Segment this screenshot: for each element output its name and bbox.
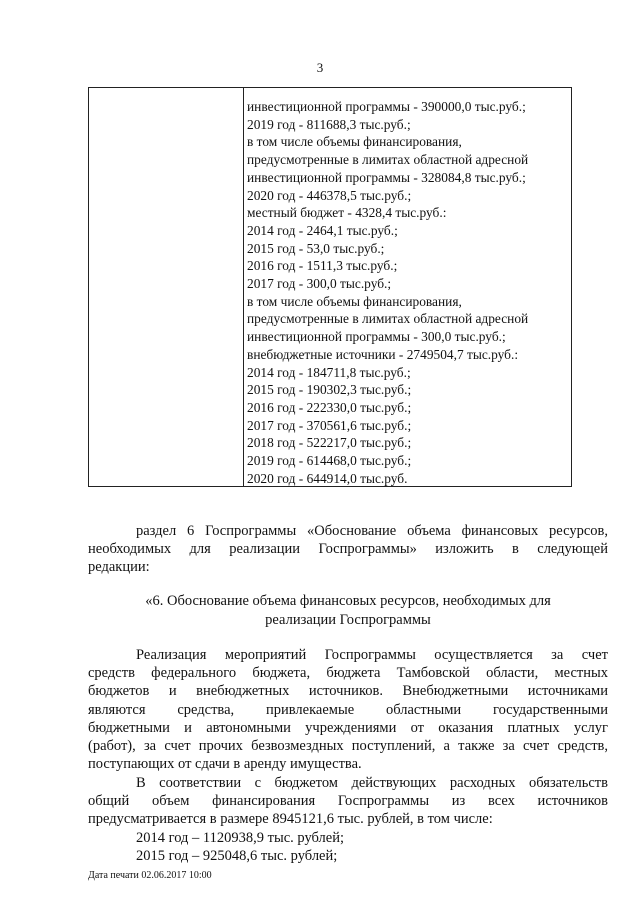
table-line: предусмотренные в лимитах областной адресной	[247, 152, 529, 168]
table-line: 2016 год - 1511,3 тыс.руб.;	[247, 258, 398, 274]
table-line: в том числе объемы финансирования,	[247, 134, 462, 150]
year-funding-line: 2014 год – 1120938,9 тыс. рублей;	[136, 829, 344, 846]
table-line: инвестиционной программы - 300,0 тыс.руб.;	[247, 329, 506, 345]
table-line: предусмотренные в лимитах областной адресной	[247, 311, 529, 327]
table-line: 2019 год - 614468,0 тыс.руб.;	[247, 453, 412, 469]
paragraph-line: общий объем финансирования Госпрограммы из всех источников	[88, 793, 608, 810]
table-line: внебюджетные источники - 2749504,7 тыс.руб.:	[247, 346, 519, 362]
table-line: 2017 год - 370561,6 тыс.руб.;	[247, 417, 412, 433]
paragraph-line: бюджетов и внебюджетных источников. Внебюджетными источниками	[88, 683, 608, 700]
print-date-footer: Дата печати 02.06.2017 10:00	[88, 870, 212, 881]
intro-paragraph	[88, 522, 608, 577]
paragraph-line: являются средства, привлекаемые областными государственными	[88, 701, 608, 718]
table-line: 2019 год - 811688,3 тыс.руб.;	[247, 116, 411, 132]
table-line: 2016 год - 222330,0 тыс.руб.;	[247, 399, 412, 415]
table-column-divider	[243, 88, 244, 486]
paragraph-line: Реализация мероприятий Госпрограммы осуществляется за счет	[136, 647, 608, 663]
table-cell-funding-details	[247, 98, 569, 487]
table-line: 2017 год - 300,0 тыс.руб.;	[247, 276, 392, 292]
table-line: 2020 год - 644914,0 тыс.руб.	[247, 470, 408, 486]
table-line: 2014 год - 2464,1 тыс.руб.;	[247, 222, 398, 238]
page-number: 3	[316, 60, 324, 75]
table-line: 2015 год - 53,0 тыс.руб.;	[247, 240, 385, 256]
paragraph-line: В соответствии с бюджетом действующих расходных обязательств	[136, 775, 608, 791]
paragraph-line: поступающих от сдачи в аренду имущества.	[88, 756, 362, 773]
table-line: 2020 год - 446378,5 тыс.руб.;	[247, 187, 412, 203]
table-line: 2018 год - 522217,0 тыс.руб.;	[247, 435, 412, 451]
paragraph-line: бюджетными и автономными учреждениями от оказания платных услуг	[88, 719, 608, 736]
body-paragraph-2	[88, 774, 608, 865]
paragraph-line: (работ), за счет прочих безвозмездных поступлений, а также за счет средств,	[88, 738, 608, 755]
table-line: в том числе объемы финансирования,	[247, 293, 462, 309]
heading-line: реализации Госпрограммы	[265, 611, 431, 628]
year-funding-line: 2015 год – 925048,6 тыс. рублей;	[136, 847, 338, 864]
table-line: 2015 год - 190302,3 тыс.руб.;	[247, 382, 412, 398]
paragraph-line: редакции:	[88, 559, 150, 576]
section-heading	[88, 592, 608, 629]
table-line: 2014 год - 184711,8 тыс.руб.;	[247, 364, 411, 380]
table-line: инвестиционной программы - 328084,8 тыс.руб.;	[247, 169, 526, 185]
body-paragraph-1	[88, 646, 608, 773]
paragraph-line: раздел 6 Госпрограммы «Обоснование объема финансовых ресурсов,	[136, 523, 608, 539]
table-line: местный бюджет - 4328,4 тыс.руб.:	[247, 205, 447, 221]
funding-table	[88, 87, 572, 487]
table-line: инвестиционной программы - 390000,0 тыс.руб.;	[247, 99, 526, 114]
paragraph-line: необходимых для реализации Госпрограммы» изложить в следующей	[88, 541, 608, 558]
heading-line: «6. Обоснование объема финансовых ресурсов, необходимых для	[145, 593, 551, 609]
paragraph-line: предусматривается в размере 8945121,6 тыс. рублей, в том числе:	[88, 811, 493, 828]
paragraph-line: средств федерального бюджета, бюджета Тамбовской области, местных	[88, 665, 608, 682]
